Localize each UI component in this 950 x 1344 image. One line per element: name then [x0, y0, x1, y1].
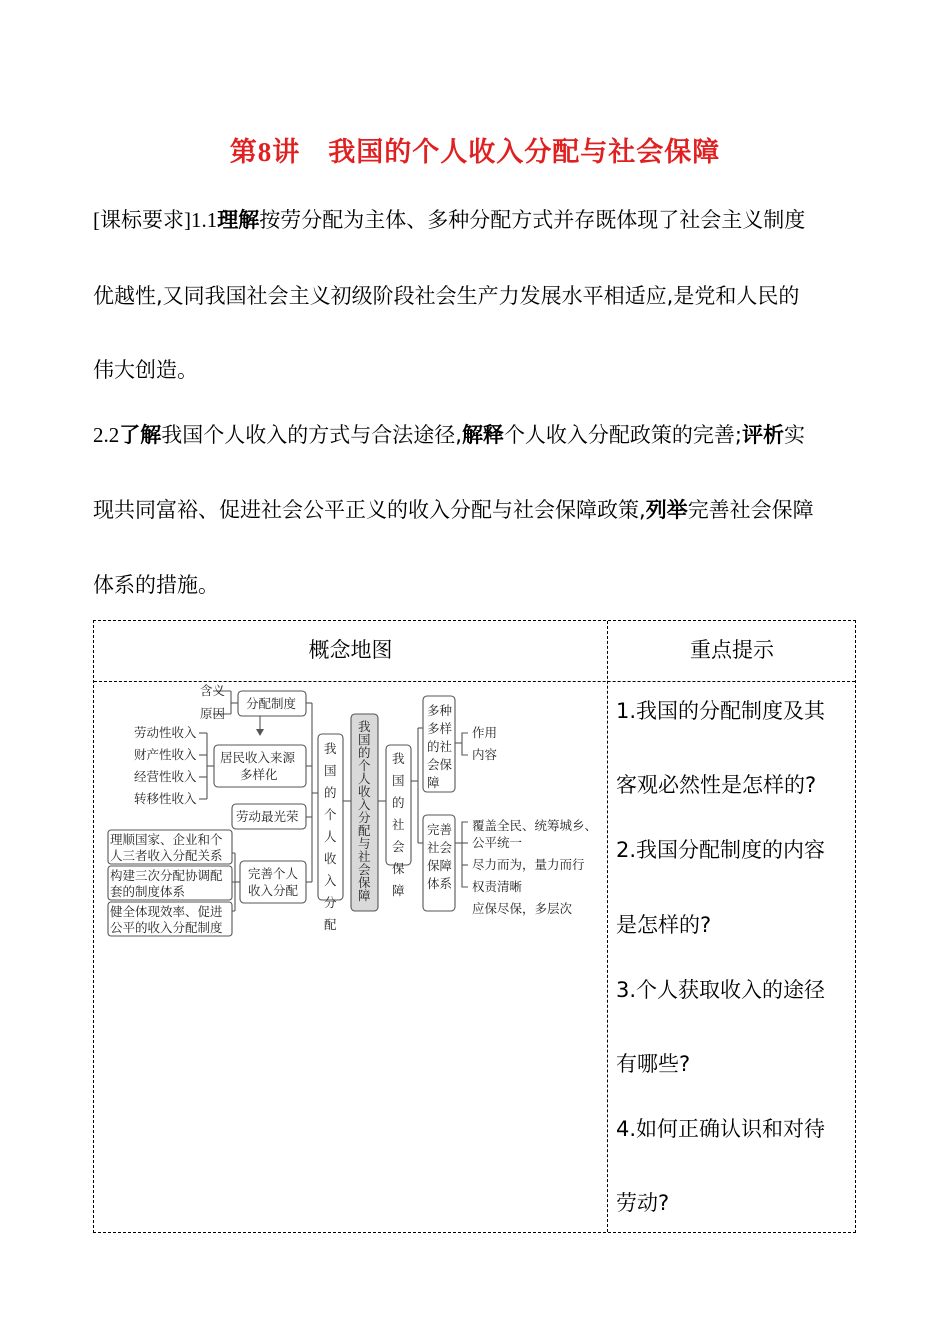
req-text-4b: 个人收入分配政策的完善; — [503, 423, 743, 447]
svg-text:国: 国 — [358, 732, 371, 747]
svg-text:完善: 完善 — [427, 822, 453, 837]
svg-text:的: 的 — [392, 795, 405, 810]
hint-2b: 是怎样的? — [616, 913, 712, 937]
map-income-business: 经营性收入 — [134, 769, 197, 784]
req-line-4 — [93, 419, 805, 449]
header-concept-map: 概念地图 — [308, 638, 393, 662]
req-verb-know: 了解 — [119, 423, 162, 447]
svg-text:障: 障 — [427, 775, 440, 790]
svg-text:会保: 会保 — [427, 757, 453, 772]
map-security-1b: 公平统一 — [472, 835, 523, 850]
hint-1b: 客观必然性是怎样的? — [616, 773, 817, 797]
svg-text:社: 社 — [358, 849, 371, 864]
map-security-2: 尽力而为，量力而行 — [472, 857, 585, 872]
svg-text:体系: 体系 — [427, 876, 453, 891]
req-text-5a: 现共同富裕、促进社会公平正义的收入分配与社会保障政策, — [93, 498, 646, 522]
req-verb-evaluate: 评析 — [742, 423, 785, 447]
req-line-5 — [93, 494, 814, 524]
map-resident-income-a: 居民收入来源 — [220, 750, 296, 765]
map-resident-income-b: 多样化 — [240, 767, 278, 782]
svg-text:保: 保 — [358, 875, 371, 890]
svg-text:社会: 社会 — [427, 840, 453, 855]
req-num-1: 1.1 — [191, 208, 218, 232]
req-text-4c: 实 — [784, 423, 806, 447]
svg-text:会: 会 — [358, 862, 371, 877]
map-reason: 原因 — [200, 706, 226, 721]
svg-text:的社: 的社 — [427, 739, 453, 754]
page-title — [0, 130, 950, 169]
svg-text:会: 会 — [392, 839, 405, 854]
map-policy-1a: 理顺国家、企业和个 — [110, 832, 223, 847]
map-policy-2b: 套的制度体系 — [110, 884, 186, 899]
svg-text:我: 我 — [358, 719, 371, 734]
svg-text:国: 国 — [392, 773, 405, 788]
req-num-2: 2.2 — [93, 423, 120, 447]
svg-text:障: 障 — [392, 883, 405, 898]
svg-text:我: 我 — [392, 751, 405, 766]
hint-3a: 3.个人获取收入的途径 — [616, 978, 826, 1002]
req-verb-understand: 理解 — [217, 208, 260, 232]
svg-text:分: 分 — [358, 810, 371, 825]
map-policy-3b: 公平的收入分配制度 — [110, 920, 223, 935]
map-income-property: 财产性收入 — [134, 747, 197, 762]
concept-table — [93, 620, 856, 1233]
map-meaning: 含义 — [200, 683, 226, 698]
map-improve-distribution-a: 完善个人 — [248, 866, 299, 881]
map-right-main-text — [392, 751, 405, 898]
svg-text:与: 与 — [358, 836, 371, 851]
map-function: 作用 — [472, 725, 498, 740]
svg-text:多样: 多样 — [427, 721, 453, 736]
map-policy-2a: 构建三次分配协调配 — [110, 868, 223, 883]
map-left-main-3: 的 — [324, 785, 337, 800]
column-divider — [607, 621, 608, 1232]
svg-text:多种: 多种 — [427, 703, 453, 718]
svg-text:人: 人 — [358, 771, 371, 786]
hint-4b: 劳动? — [616, 1191, 670, 1215]
map-left-main-2: 国 — [324, 763, 337, 778]
svg-text:个: 个 — [358, 758, 371, 773]
map-left-main-8: 分 — [324, 895, 337, 910]
req-text-4a: 我国个人收入的方式与合法途径, — [161, 423, 462, 447]
svg-text:社: 社 — [392, 817, 405, 832]
map-income-transfer: 转移性收入 — [134, 791, 197, 806]
req-verb-explain: 解释 — [461, 423, 504, 447]
map-security-4: 应保尽保，多层次 — [472, 901, 573, 916]
concept-map-diagram — [100, 683, 605, 943]
title-prefix: 第 — [229, 137, 258, 168]
map-left-main-4: 个 — [324, 807, 337, 822]
req-text-5b: 完善社会保障 — [687, 498, 814, 522]
map-improve-distribution-b: 收入分配 — [248, 883, 299, 898]
svg-text:保: 保 — [392, 861, 405, 876]
hint-1a: 1.我国的分配制度及其 — [616, 699, 826, 723]
map-left-main-1: 我 — [324, 741, 337, 756]
req-verb-list: 列举 — [645, 498, 688, 522]
svg-text:障: 障 — [358, 888, 371, 903]
map-policy-3a: 健全体现效率、促进 — [110, 904, 223, 919]
hint-4a: 4.如何正确认识和对待 — [616, 1117, 826, 1141]
req-line-3: 伟大创造。 — [93, 358, 198, 382]
svg-text:配: 配 — [358, 823, 371, 838]
map-left-main-9: 配 — [324, 917, 337, 932]
map-content: 内容 — [472, 747, 498, 762]
map-distribution-system: 分配制度 — [246, 696, 297, 711]
req-text-1: 按劳分配为主体、多种分配方式并存既体现了社会主义制度 — [259, 208, 806, 232]
map-security-1a: 覆盖全民、统筹城乡、 — [472, 818, 598, 833]
req-line-6: 体系的措施。 — [93, 573, 219, 597]
map-center-text — [358, 719, 371, 903]
map-labor-glory: 劳动最光荣 — [236, 809, 299, 824]
svg-text:入: 入 — [358, 797, 371, 812]
title-number: 8 — [257, 137, 273, 167]
title-suffix: 讲 我国的个人收入分配与社会保障 — [272, 137, 721, 168]
hint-3b: 有哪些? — [616, 1052, 691, 1076]
map-left-main-7: 入 — [324, 873, 337, 888]
req-line-1 — [93, 204, 805, 234]
map-income-labor: 劳动性收入 — [134, 725, 197, 740]
req-tag: [课标要求] — [93, 208, 191, 232]
map-security-3: 权责清晰 — [472, 879, 523, 894]
svg-text:保障: 保障 — [427, 858, 453, 873]
map-policy-1b: 人三者收入分配关系 — [110, 848, 223, 863]
map-left-main-6: 收 — [324, 851, 337, 866]
svg-text:收: 收 — [358, 784, 371, 799]
req-line-2: 优越性,又同我国社会主义初级阶段社会生产力发展水平相适应,是党和人民的 — [93, 284, 800, 308]
header-key-hints: 重点提示 — [690, 638, 774, 662]
header-divider — [94, 681, 855, 682]
map-left-main-5: 人 — [324, 829, 337, 844]
svg-text:的: 的 — [358, 745, 371, 760]
hint-2a: 2.我国分配制度的内容 — [616, 838, 826, 862]
